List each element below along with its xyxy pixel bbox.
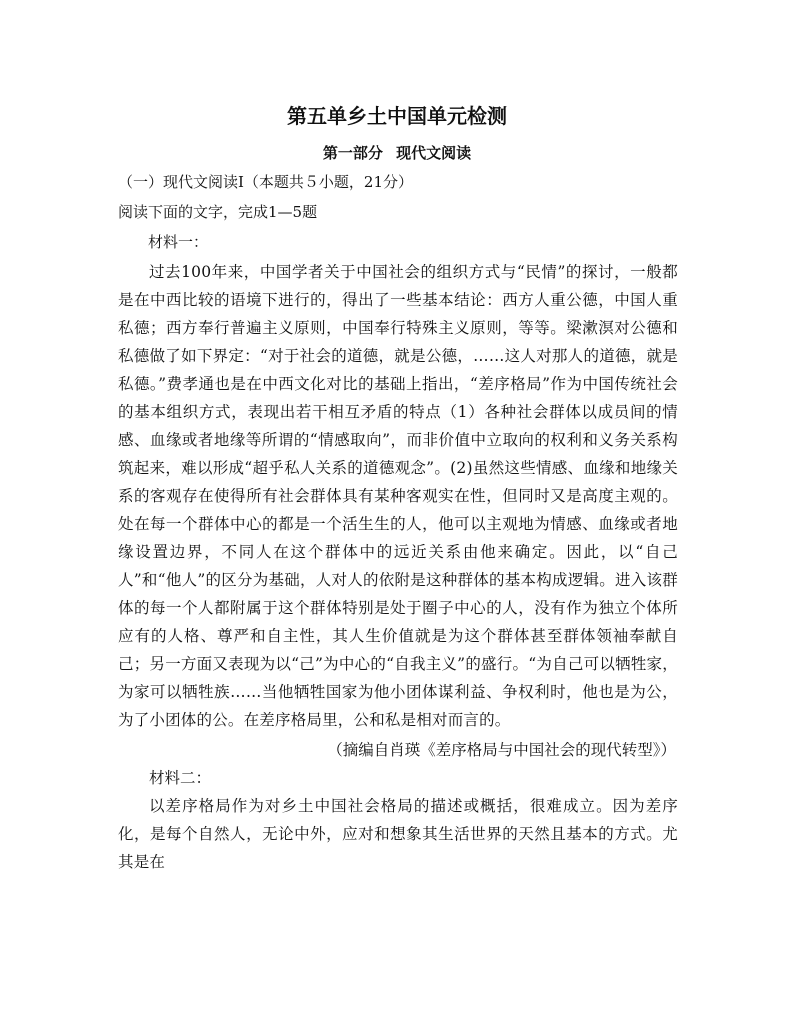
reading-passage	[118, 258, 678, 876]
section-heading: （一）现代文阅读Ⅰ（本题共５小题，21分）	[118, 173, 414, 191]
material-one-label: 材料一：	[148, 233, 209, 251]
reading-instruction: 阅读下面的文字，完成1—5题	[118, 203, 318, 221]
material-one-text: 过去100年来，中国学者关于中国社会的组织方式与“民情”的探讨，一般都是在中西比较的语境下进行的，得出了一些基本结论：西方人重公德，中国人重私德；西方奉行普遍主义原则，中国奉行特殊主义原则，等等。梁漱溟对公德和私德做了如下界定：“对于社会的道德，就是公德，……这人对那人的道德，就是私德。”费孝通也是在中西文化对比的基础上指出，“差序格局”作为中国传统社会的基本组织方式，表现出若干相互矛盾的特点（1）各种社会群体以成员间的情感、血缘或者地缘等所谓的“情感取向”，而非价值中立取向的权利和义务关系构筑起来，难以形成“超乎私人关系的道德观念”。(2)虽然这些情感、血缘和地缘关系的客观存在使得所有社会群体具有某种客观实在性，但同时又是高度主观的。处在每一个群体中心的都是一个活生生的人，他可以主观地为情感、血缘或者地缘设置边界，不同人在这个群体中的远近关系由他来确定。因此，以“自己人”和“他人”的区分为基础，人对人的依附是这种群体的基本构成逻辑。进入该群体的每一个人都附属于这个群体特别是处于圈子中心的人，没有作为独立个体所应有的人格、尊严和自主性，其人生价值就是为这个群体甚至群体领袖奉献自己；另一方面又表现为以“己”为中心的“自我主义”的盛行。“为自己可以牺牲家，为家可以牺牲族……当他牺牲国家为他小团体谋利益、争权利时，他也是为公，为了小团体的公。在差序格局里，公和私是相对而言的。	[118, 263, 678, 729]
material-two-label: 材料二：	[149, 769, 212, 787]
document-title: 第五单乡土中国单元检测	[287, 104, 507, 128]
material-two-text: 以差序格局作为对乡土中国社会格局的描述或概括，很难成立。因为差序化，是每个自然人，无论中外，应对和想象其生活世界的天然且基本的方式。尤其是在	[118, 797, 678, 871]
material-one-source: （摘编自肖瑛《差序格局与中国社会的现代转型》）	[327, 741, 676, 759]
part-heading: 第一部分 现代文阅读	[322, 144, 472, 162]
